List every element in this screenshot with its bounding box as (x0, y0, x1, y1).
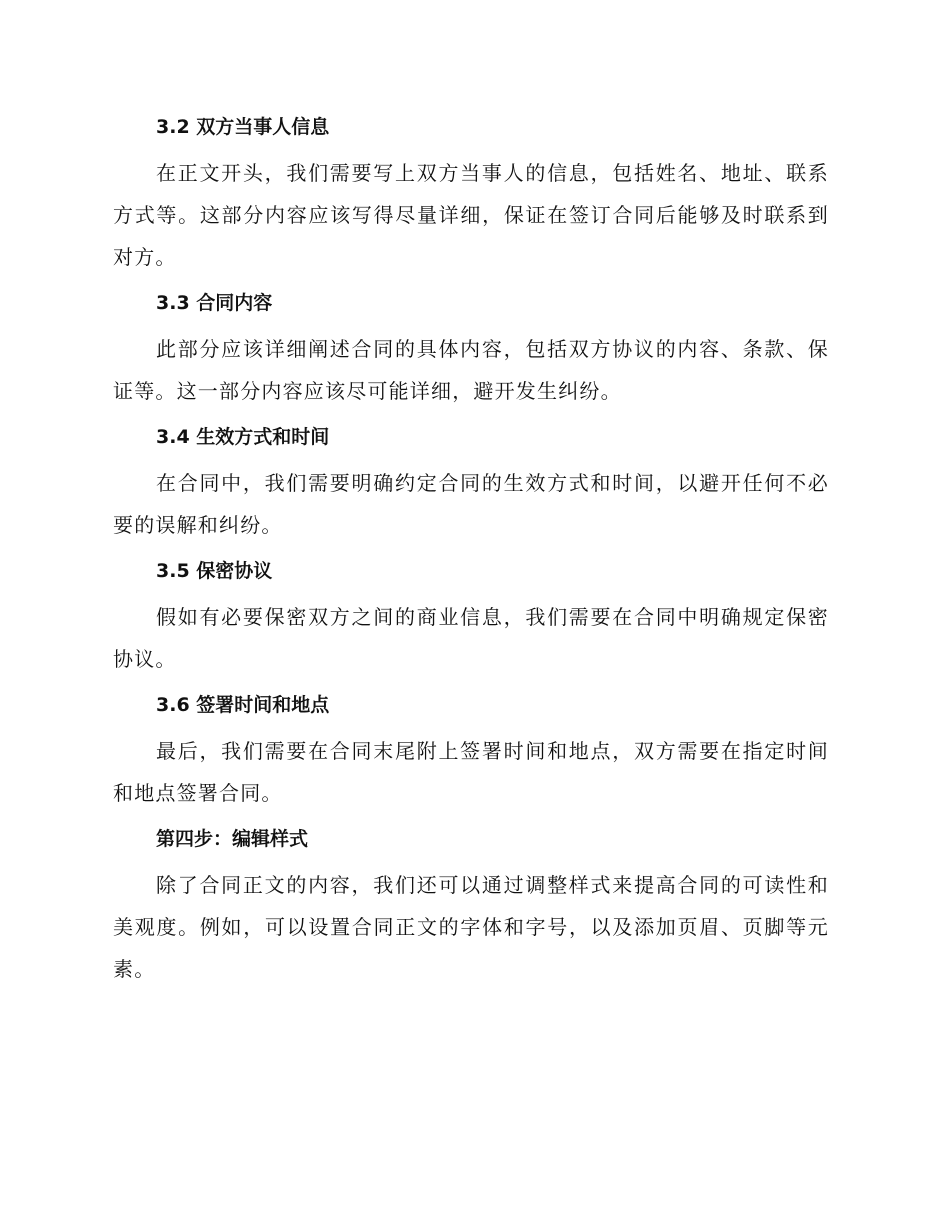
section-heading-3-6: 3.6 签署时间和地点 (156, 694, 330, 716)
section-heading-3-3: 3.3 合同内容 (156, 292, 273, 314)
section-paragraph-3-2: 在正文开头，我们需要写上双方当事人的信息，包括姓名、地址、联系方式等。这部分内容应该写得尽量详细，保证在签订合同后能够及时联系到对方。 (113, 161, 829, 269)
section-heading-step-4: 第四步：编辑样式 (156, 828, 309, 850)
section-paragraph-3-6: 最后，我们需要在合同末尾附上签署时间和地点，双方需要在指定时间和地点签署合同。 (113, 739, 829, 805)
section-paragraph-3-4: 在合同中，我们需要明确约定合同的生效方式和时间，以避开任何不必要的误解和纠纷。 (113, 471, 829, 537)
section-heading-3-4: 3.4 生效方式和时间 (156, 426, 330, 448)
section-paragraph-3-5: 假如有必要保密双方之间的商业信息，我们需要在合同中明确规定保密协议。 (113, 605, 829, 671)
section-paragraph-3-3: 此部分应该详细阐述合同的具体内容，包括双方协议的内容、条款、保证等。这一部分内容应该尽可能详细，避开发生纠纷。 (113, 337, 829, 403)
document-body (113, 108, 829, 990)
section-heading-3-5: 3.5 保密协议 (156, 560, 273, 582)
section-heading-3-2: 3.2 双方当事人信息 (156, 116, 330, 138)
section-paragraph-step-4: 除了合同正文的内容，我们还可以通过调整样式来提高合同的可读性和美观度。例如，可以设置合同正文的字体和字号，以及添加页眉、页脚等元素。 (113, 873, 829, 981)
